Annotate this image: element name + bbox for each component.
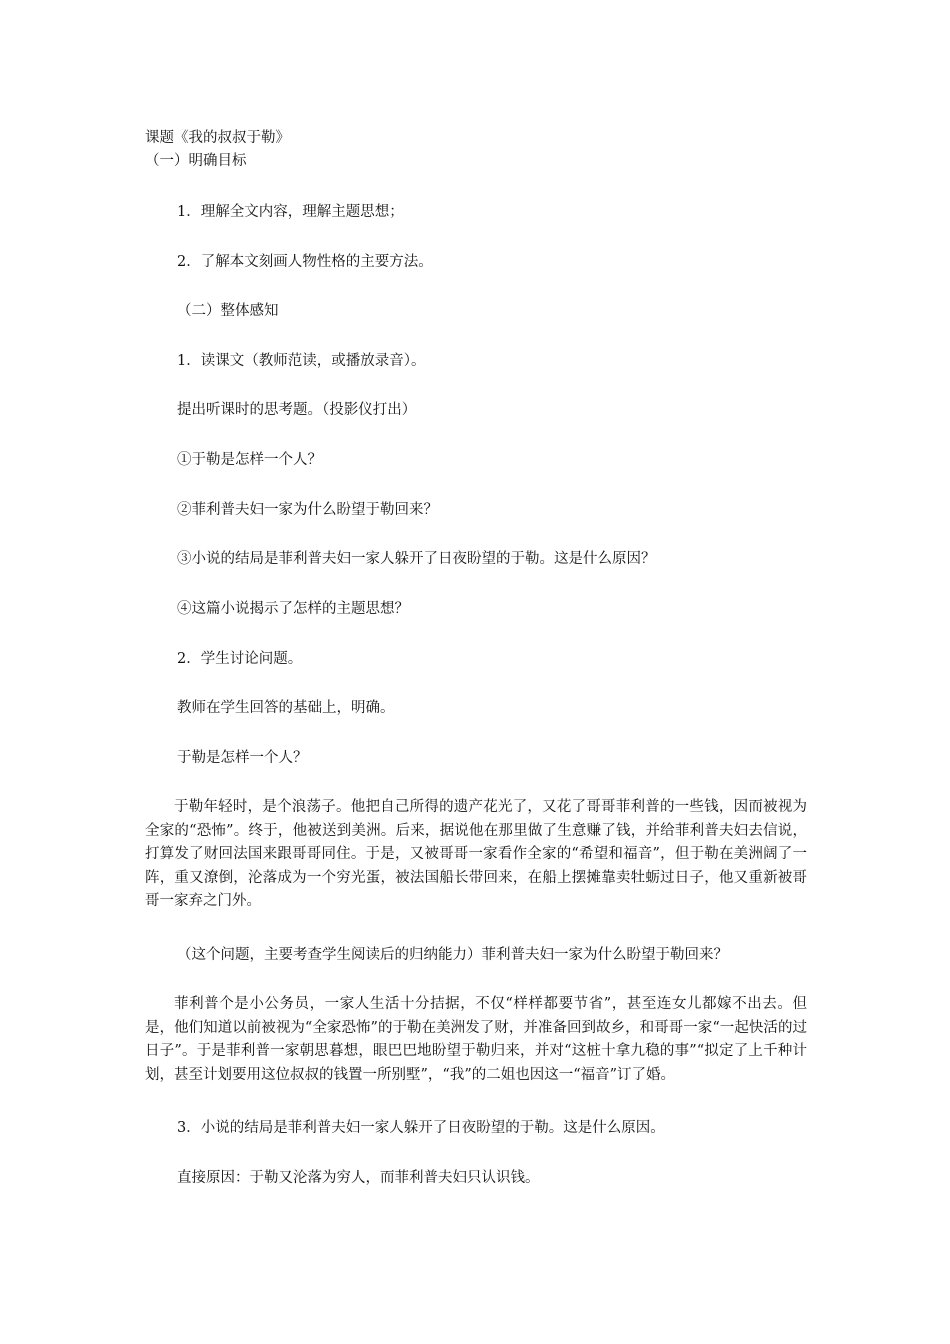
goal-item-2: 2．了解本文刻画人物性格的主要方法。 <box>177 254 433 270</box>
teacher-note: 教师在学生回答的基础上，明确。 <box>177 700 395 716</box>
question-1: ①于勒是怎样一个人？ <box>177 452 322 468</box>
step-3: 3．小说的结局是菲利普夫妇一家人躲开了日夜盼望的于勒。这是什么原因。 <box>177 1120 665 1136</box>
answer-2-heading: （这个问题，主要考查学生阅读后的归纳能力）菲利普夫妇一家为什么盼望于勒回来？ <box>177 947 728 963</box>
question-4: ④这篇小说揭示了怎样的主题思想？ <box>177 601 409 617</box>
goal-item-1: 1．理解全文内容，理解主题思想； <box>177 204 404 220</box>
answer-2-paragraph: 菲利普个是小公务员，一家人生活十分拮据，不仅“样样都要节省”，甚至连女儿都嫁不出去。但是，他们知道以前被视为“全家恐怖”的于勒在美洲发了财，并准备回到故乡，和哥哥一家“一起快活的过日子”。于是菲利普一家朝思暮想，眼巴巴地盼望于勒归来，并对“这桩十拿九稳的事”“拟定了上千种计划，甚至计划要用这位叔叔的钱置一所别墅”，“我”的二姐也因这一“福音”订了婚。 <box>145 996 807 1083</box>
answer-3: 直接原因：于勒又沦落为穷人，而菲利普夫妇只认识钱。 <box>177 1170 540 1186</box>
answer-1-paragraph: 于勒年轻时，是个浪荡子。他把自己所得的遗产花光了，又花了哥哥菲利普的一些钱，因而被视为全家的“恐怖”。终于，他被送到美洲。后来，据说他在那里做了生意赚了钱，并给菲利普夫妇去信说，打算发了财回法国来跟哥哥同住。于是，又被哥哥一家看作全家的“希望和福音”，但于勒在美洲阔了一阵，重又潦倒，沦落成为一个穷光蛋，被法国船长带回来，在船上摆摊靠卖牡蛎过日子，他又重新被哥哥一家弃之门外。 <box>145 799 807 909</box>
answer-1-heading: 于勒是怎样一个人？ <box>177 750 308 766</box>
question-2: ②菲利普夫妇一家为什么盼望于勒回来？ <box>177 502 438 518</box>
document-title: 课题《我的叔叔于勒》 <box>145 130 290 146</box>
section-heading-overview: （二）整体感知 <box>177 303 279 319</box>
question-3: ③小说的结局是菲利普夫妇一家人躲开了日夜盼望的于勒。这是什么原因？ <box>177 551 656 567</box>
step-1: 1．读课文（教师范读，或播放录音）。 <box>177 353 426 369</box>
questions-intro: 提出听课时的思考题。（投影仪打出） <box>177 402 417 418</box>
step-2: 2．学生讨论问题。 <box>177 651 303 667</box>
section-heading-goals: （一）明确目标 <box>145 153 247 169</box>
